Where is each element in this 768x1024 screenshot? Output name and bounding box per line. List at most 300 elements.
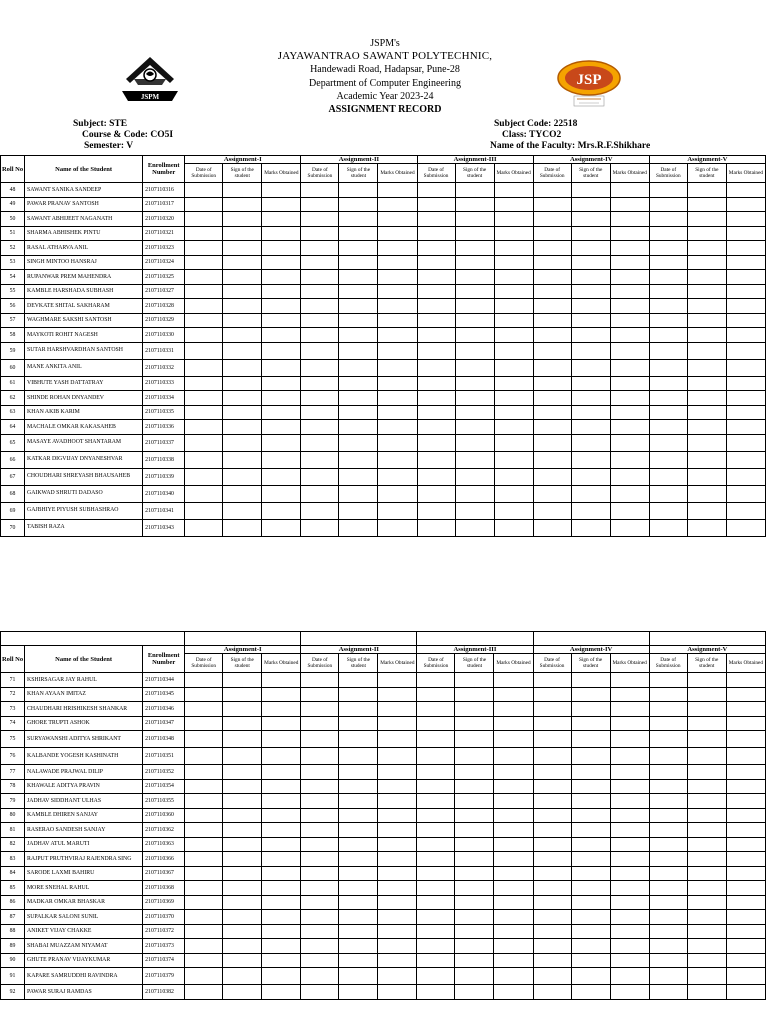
submission-date-cell[interactable]	[185, 924, 223, 939]
student-sign-cell[interactable]	[687, 808, 726, 823]
student-sign-cell[interactable]	[571, 342, 610, 359]
marks-cell[interactable]	[494, 328, 533, 343]
student-sign-cell[interactable]	[455, 794, 494, 809]
student-sign-cell[interactable]	[571, 405, 610, 420]
submission-date-cell[interactable]	[185, 779, 223, 794]
submission-date-cell[interactable]	[417, 468, 455, 485]
student-sign-cell[interactable]	[455, 255, 494, 270]
marks-cell[interactable]	[610, 852, 649, 867]
student-sign-cell[interactable]	[687, 687, 726, 702]
student-sign-cell[interactable]	[455, 434, 494, 451]
submission-date-cell[interactable]	[185, 794, 223, 809]
marks-cell[interactable]	[262, 359, 301, 376]
submission-date-cell[interactable]	[533, 687, 571, 702]
submission-date-cell[interactable]	[301, 687, 339, 702]
submission-date-cell[interactable]	[417, 866, 455, 881]
submission-date-cell[interactable]	[185, 359, 223, 376]
student-sign-cell[interactable]	[571, 255, 610, 270]
submission-date-cell[interactable]	[417, 687, 455, 702]
submission-date-cell[interactable]	[301, 702, 339, 717]
submission-date-cell[interactable]	[649, 939, 687, 954]
marks-cell[interactable]	[726, 852, 765, 867]
student-sign-cell[interactable]	[571, 881, 610, 896]
submission-date-cell[interactable]	[649, 255, 687, 270]
student-sign-cell[interactable]	[339, 451, 378, 468]
marks-cell[interactable]	[610, 359, 649, 376]
submission-date-cell[interactable]	[533, 434, 571, 451]
marks-cell[interactable]	[262, 716, 301, 731]
submission-date-cell[interactable]	[649, 702, 687, 717]
marks-cell[interactable]	[378, 359, 417, 376]
marks-cell[interactable]	[378, 183, 417, 198]
submission-date-cell[interactable]	[533, 376, 571, 391]
marks-cell[interactable]	[726, 519, 765, 536]
student-sign-cell[interactable]	[339, 779, 378, 794]
marks-cell[interactable]	[262, 391, 301, 406]
submission-date-cell[interactable]	[649, 837, 687, 852]
submission-date-cell[interactable]	[301, 910, 339, 925]
marks-cell[interactable]	[726, 968, 765, 985]
student-sign-cell[interactable]	[455, 241, 494, 256]
marks-cell[interactable]	[610, 183, 649, 198]
submission-date-cell[interactable]	[301, 794, 339, 809]
submission-date-cell[interactable]	[301, 731, 339, 748]
submission-date-cell[interactable]	[649, 985, 687, 1000]
submission-date-cell[interactable]	[533, 716, 571, 731]
submission-date-cell[interactable]	[185, 866, 223, 881]
marks-cell[interactable]	[726, 342, 765, 359]
student-sign-cell[interactable]	[571, 270, 610, 285]
submission-date-cell[interactable]	[185, 313, 223, 328]
submission-date-cell[interactable]	[649, 895, 687, 910]
marks-cell[interactable]	[378, 968, 417, 985]
marks-cell[interactable]	[610, 731, 649, 748]
submission-date-cell[interactable]	[185, 985, 223, 1000]
submission-date-cell[interactable]	[185, 405, 223, 420]
marks-cell[interactable]	[262, 881, 301, 896]
submission-date-cell[interactable]	[185, 702, 223, 717]
student-sign-cell[interactable]	[339, 519, 378, 536]
marks-cell[interactable]	[378, 866, 417, 881]
submission-date-cell[interactable]	[301, 985, 339, 1000]
marks-cell[interactable]	[494, 519, 533, 536]
submission-date-cell[interactable]	[301, 779, 339, 794]
student-sign-cell[interactable]	[223, 328, 262, 343]
submission-date-cell[interactable]	[649, 468, 687, 485]
student-sign-cell[interactable]	[339, 328, 378, 343]
marks-cell[interactable]	[378, 502, 417, 519]
marks-cell[interactable]	[494, 212, 533, 227]
submission-date-cell[interactable]	[301, 212, 339, 227]
marks-cell[interactable]	[378, 939, 417, 954]
submission-date-cell[interactable]	[417, 359, 455, 376]
submission-date-cell[interactable]	[417, 779, 455, 794]
student-sign-cell[interactable]	[339, 881, 378, 896]
submission-date-cell[interactable]	[533, 183, 571, 198]
submission-date-cell[interactable]	[649, 342, 687, 359]
student-sign-cell[interactable]	[223, 731, 262, 748]
submission-date-cell[interactable]	[185, 391, 223, 406]
student-sign-cell[interactable]	[455, 519, 494, 536]
student-sign-cell[interactable]	[223, 183, 262, 198]
student-sign-cell[interactable]	[339, 255, 378, 270]
student-sign-cell[interactable]	[223, 313, 262, 328]
marks-cell[interactable]	[378, 255, 417, 270]
student-sign-cell[interactable]	[687, 359, 726, 376]
student-sign-cell[interactable]	[223, 852, 262, 867]
marks-cell[interactable]	[726, 241, 765, 256]
student-sign-cell[interactable]	[455, 968, 494, 985]
marks-cell[interactable]	[494, 939, 533, 954]
student-sign-cell[interactable]	[455, 502, 494, 519]
submission-date-cell[interactable]	[649, 485, 687, 502]
marks-cell[interactable]	[494, 910, 533, 925]
marks-cell[interactable]	[610, 328, 649, 343]
submission-date-cell[interactable]	[417, 808, 455, 823]
submission-date-cell[interactable]	[185, 270, 223, 285]
marks-cell[interactable]	[378, 376, 417, 391]
marks-cell[interactable]	[726, 270, 765, 285]
student-sign-cell[interactable]	[339, 241, 378, 256]
submission-date-cell[interactable]	[649, 953, 687, 968]
submission-date-cell[interactable]	[185, 241, 223, 256]
submission-date-cell[interactable]	[185, 212, 223, 227]
submission-date-cell[interactable]	[417, 226, 455, 241]
student-sign-cell[interactable]	[223, 485, 262, 502]
submission-date-cell[interactable]	[417, 519, 455, 536]
submission-date-cell[interactable]	[301, 673, 339, 688]
submission-date-cell[interactable]	[649, 794, 687, 809]
student-sign-cell[interactable]	[455, 451, 494, 468]
marks-cell[interactable]	[494, 953, 533, 968]
submission-date-cell[interactable]	[301, 226, 339, 241]
submission-date-cell[interactable]	[185, 451, 223, 468]
submission-date-cell[interactable]	[533, 985, 571, 1000]
submission-date-cell[interactable]	[649, 881, 687, 896]
marks-cell[interactable]	[726, 376, 765, 391]
submission-date-cell[interactable]	[533, 342, 571, 359]
student-sign-cell[interactable]	[687, 328, 726, 343]
student-sign-cell[interactable]	[571, 485, 610, 502]
marks-cell[interactable]	[262, 968, 301, 985]
student-sign-cell[interactable]	[687, 924, 726, 939]
marks-cell[interactable]	[378, 434, 417, 451]
student-sign-cell[interactable]	[687, 794, 726, 809]
student-sign-cell[interactable]	[571, 299, 610, 314]
student-sign-cell[interactable]	[455, 881, 494, 896]
marks-cell[interactable]	[262, 852, 301, 867]
submission-date-cell[interactable]	[417, 328, 455, 343]
submission-date-cell[interactable]	[417, 953, 455, 968]
student-sign-cell[interactable]	[455, 985, 494, 1000]
submission-date-cell[interactable]	[417, 183, 455, 198]
marks-cell[interactable]	[610, 910, 649, 925]
marks-cell[interactable]	[378, 716, 417, 731]
student-sign-cell[interactable]	[687, 183, 726, 198]
submission-date-cell[interactable]	[649, 434, 687, 451]
student-sign-cell[interactable]	[339, 376, 378, 391]
submission-date-cell[interactable]	[533, 359, 571, 376]
submission-date-cell[interactable]	[533, 226, 571, 241]
marks-cell[interactable]	[726, 328, 765, 343]
marks-cell[interactable]	[378, 794, 417, 809]
submission-date-cell[interactable]	[649, 673, 687, 688]
marks-cell[interactable]	[262, 702, 301, 717]
submission-date-cell[interactable]	[185, 328, 223, 343]
marks-cell[interactable]	[378, 299, 417, 314]
marks-cell[interactable]	[494, 895, 533, 910]
submission-date-cell[interactable]	[185, 226, 223, 241]
submission-date-cell[interactable]	[649, 391, 687, 406]
submission-date-cell[interactable]	[185, 342, 223, 359]
student-sign-cell[interactable]	[455, 808, 494, 823]
marks-cell[interactable]	[378, 748, 417, 765]
student-sign-cell[interactable]	[339, 434, 378, 451]
submission-date-cell[interactable]	[185, 299, 223, 314]
submission-date-cell[interactable]	[649, 284, 687, 299]
student-sign-cell[interactable]	[339, 212, 378, 227]
student-sign-cell[interactable]	[455, 183, 494, 198]
marks-cell[interactable]	[610, 881, 649, 896]
student-sign-cell[interactable]	[455, 823, 494, 838]
marks-cell[interactable]	[378, 881, 417, 896]
student-sign-cell[interactable]	[223, 823, 262, 838]
submission-date-cell[interactable]	[533, 313, 571, 328]
marks-cell[interactable]	[262, 687, 301, 702]
marks-cell[interactable]	[494, 183, 533, 198]
marks-cell[interactable]	[262, 519, 301, 536]
submission-date-cell[interactable]	[533, 702, 571, 717]
student-sign-cell[interactable]	[339, 284, 378, 299]
submission-date-cell[interactable]	[533, 391, 571, 406]
student-sign-cell[interactable]	[687, 765, 726, 780]
student-sign-cell[interactable]	[223, 434, 262, 451]
marks-cell[interactable]	[610, 924, 649, 939]
marks-cell[interactable]	[726, 687, 765, 702]
submission-date-cell[interactable]	[649, 359, 687, 376]
student-sign-cell[interactable]	[571, 519, 610, 536]
student-sign-cell[interactable]	[571, 895, 610, 910]
marks-cell[interactable]	[610, 502, 649, 519]
student-sign-cell[interactable]	[223, 342, 262, 359]
submission-date-cell[interactable]	[649, 241, 687, 256]
student-sign-cell[interactable]	[223, 794, 262, 809]
student-sign-cell[interactable]	[571, 328, 610, 343]
student-sign-cell[interactable]	[455, 852, 494, 867]
marks-cell[interactable]	[610, 485, 649, 502]
student-sign-cell[interactable]	[455, 342, 494, 359]
marks-cell[interactable]	[610, 468, 649, 485]
marks-cell[interactable]	[378, 342, 417, 359]
marks-cell[interactable]	[262, 837, 301, 852]
marks-cell[interactable]	[378, 391, 417, 406]
submission-date-cell[interactable]	[417, 794, 455, 809]
student-sign-cell[interactable]	[339, 468, 378, 485]
marks-cell[interactable]	[262, 420, 301, 435]
submission-date-cell[interactable]	[533, 502, 571, 519]
submission-date-cell[interactable]	[185, 420, 223, 435]
submission-date-cell[interactable]	[301, 342, 339, 359]
student-sign-cell[interactable]	[571, 313, 610, 328]
marks-cell[interactable]	[726, 502, 765, 519]
marks-cell[interactable]	[610, 716, 649, 731]
marks-cell[interactable]	[494, 924, 533, 939]
submission-date-cell[interactable]	[649, 299, 687, 314]
marks-cell[interactable]	[726, 434, 765, 451]
marks-cell[interactable]	[262, 485, 301, 502]
submission-date-cell[interactable]	[185, 468, 223, 485]
marks-cell[interactable]	[494, 794, 533, 809]
submission-date-cell[interactable]	[649, 968, 687, 985]
marks-cell[interactable]	[378, 910, 417, 925]
marks-cell[interactable]	[610, 226, 649, 241]
marks-cell[interactable]	[494, 716, 533, 731]
student-sign-cell[interactable]	[339, 823, 378, 838]
marks-cell[interactable]	[378, 765, 417, 780]
student-sign-cell[interactable]	[455, 376, 494, 391]
submission-date-cell[interactable]	[301, 895, 339, 910]
submission-date-cell[interactable]	[301, 823, 339, 838]
marks-cell[interactable]	[262, 794, 301, 809]
marks-cell[interactable]	[726, 924, 765, 939]
submission-date-cell[interactable]	[417, 968, 455, 985]
marks-cell[interactable]	[726, 765, 765, 780]
marks-cell[interactable]	[726, 197, 765, 212]
submission-date-cell[interactable]	[417, 716, 455, 731]
marks-cell[interactable]	[610, 895, 649, 910]
submission-date-cell[interactable]	[649, 716, 687, 731]
marks-cell[interactable]	[494, 391, 533, 406]
marks-cell[interactable]	[262, 284, 301, 299]
student-sign-cell[interactable]	[223, 939, 262, 954]
student-sign-cell[interactable]	[223, 299, 262, 314]
marks-cell[interactable]	[378, 731, 417, 748]
submission-date-cell[interactable]	[301, 519, 339, 536]
marks-cell[interactable]	[378, 212, 417, 227]
student-sign-cell[interactable]	[339, 748, 378, 765]
student-sign-cell[interactable]	[339, 939, 378, 954]
student-sign-cell[interactable]	[455, 779, 494, 794]
student-sign-cell[interactable]	[223, 765, 262, 780]
student-sign-cell[interactable]	[339, 895, 378, 910]
student-sign-cell[interactable]	[571, 197, 610, 212]
marks-cell[interactable]	[378, 702, 417, 717]
student-sign-cell[interactable]	[339, 197, 378, 212]
submission-date-cell[interactable]	[301, 420, 339, 435]
submission-date-cell[interactable]	[417, 485, 455, 502]
submission-date-cell[interactable]	[533, 420, 571, 435]
marks-cell[interactable]	[262, 765, 301, 780]
marks-cell[interactable]	[726, 731, 765, 748]
marks-cell[interactable]	[494, 468, 533, 485]
marks-cell[interactable]	[610, 391, 649, 406]
marks-cell[interactable]	[378, 197, 417, 212]
submission-date-cell[interactable]	[301, 391, 339, 406]
student-sign-cell[interactable]	[571, 434, 610, 451]
marks-cell[interactable]	[610, 342, 649, 359]
submission-date-cell[interactable]	[417, 255, 455, 270]
marks-cell[interactable]	[726, 299, 765, 314]
student-sign-cell[interactable]	[687, 731, 726, 748]
submission-date-cell[interactable]	[185, 968, 223, 985]
marks-cell[interactable]	[494, 342, 533, 359]
student-sign-cell[interactable]	[223, 420, 262, 435]
submission-date-cell[interactable]	[533, 794, 571, 809]
marks-cell[interactable]	[726, 895, 765, 910]
student-sign-cell[interactable]	[223, 985, 262, 1000]
student-sign-cell[interactable]	[571, 985, 610, 1000]
marks-cell[interactable]	[494, 502, 533, 519]
marks-cell[interactable]	[378, 284, 417, 299]
submission-date-cell[interactable]	[533, 765, 571, 780]
submission-date-cell[interactable]	[185, 895, 223, 910]
submission-date-cell[interactable]	[185, 939, 223, 954]
submission-date-cell[interactable]	[649, 748, 687, 765]
marks-cell[interactable]	[494, 451, 533, 468]
marks-cell[interactable]	[726, 939, 765, 954]
marks-cell[interactable]	[262, 895, 301, 910]
marks-cell[interactable]	[610, 673, 649, 688]
student-sign-cell[interactable]	[687, 519, 726, 536]
student-sign-cell[interactable]	[339, 794, 378, 809]
marks-cell[interactable]	[494, 748, 533, 765]
submission-date-cell[interactable]	[417, 502, 455, 519]
student-sign-cell[interactable]	[687, 485, 726, 502]
submission-date-cell[interactable]	[301, 924, 339, 939]
submission-date-cell[interactable]	[417, 895, 455, 910]
marks-cell[interactable]	[262, 270, 301, 285]
marks-cell[interactable]	[494, 985, 533, 1000]
marks-cell[interactable]	[494, 299, 533, 314]
submission-date-cell[interactable]	[185, 183, 223, 198]
student-sign-cell[interactable]	[223, 881, 262, 896]
submission-date-cell[interactable]	[533, 328, 571, 343]
student-sign-cell[interactable]	[687, 313, 726, 328]
submission-date-cell[interactable]	[533, 270, 571, 285]
student-sign-cell[interactable]	[571, 823, 610, 838]
marks-cell[interactable]	[262, 451, 301, 468]
marks-cell[interactable]	[262, 376, 301, 391]
student-sign-cell[interactable]	[687, 405, 726, 420]
student-sign-cell[interactable]	[571, 359, 610, 376]
marks-cell[interactable]	[610, 313, 649, 328]
submission-date-cell[interactable]	[301, 376, 339, 391]
submission-date-cell[interactable]	[301, 765, 339, 780]
marks-cell[interactable]	[610, 968, 649, 985]
marks-cell[interactable]	[610, 748, 649, 765]
marks-cell[interactable]	[494, 284, 533, 299]
submission-date-cell[interactable]	[185, 823, 223, 838]
student-sign-cell[interactable]	[223, 837, 262, 852]
submission-date-cell[interactable]	[533, 284, 571, 299]
student-sign-cell[interactable]	[339, 391, 378, 406]
marks-cell[interactable]	[726, 748, 765, 765]
student-sign-cell[interactable]	[571, 468, 610, 485]
submission-date-cell[interactable]	[649, 313, 687, 328]
submission-date-cell[interactable]	[649, 226, 687, 241]
student-sign-cell[interactable]	[571, 391, 610, 406]
student-sign-cell[interactable]	[571, 852, 610, 867]
submission-date-cell[interactable]	[417, 881, 455, 896]
marks-cell[interactable]	[494, 866, 533, 881]
marks-cell[interactable]	[262, 985, 301, 1000]
submission-date-cell[interactable]	[533, 212, 571, 227]
submission-date-cell[interactable]	[533, 485, 571, 502]
student-sign-cell[interactable]	[223, 953, 262, 968]
marks-cell[interactable]	[378, 468, 417, 485]
marks-cell[interactable]	[610, 823, 649, 838]
marks-cell[interactable]	[378, 687, 417, 702]
